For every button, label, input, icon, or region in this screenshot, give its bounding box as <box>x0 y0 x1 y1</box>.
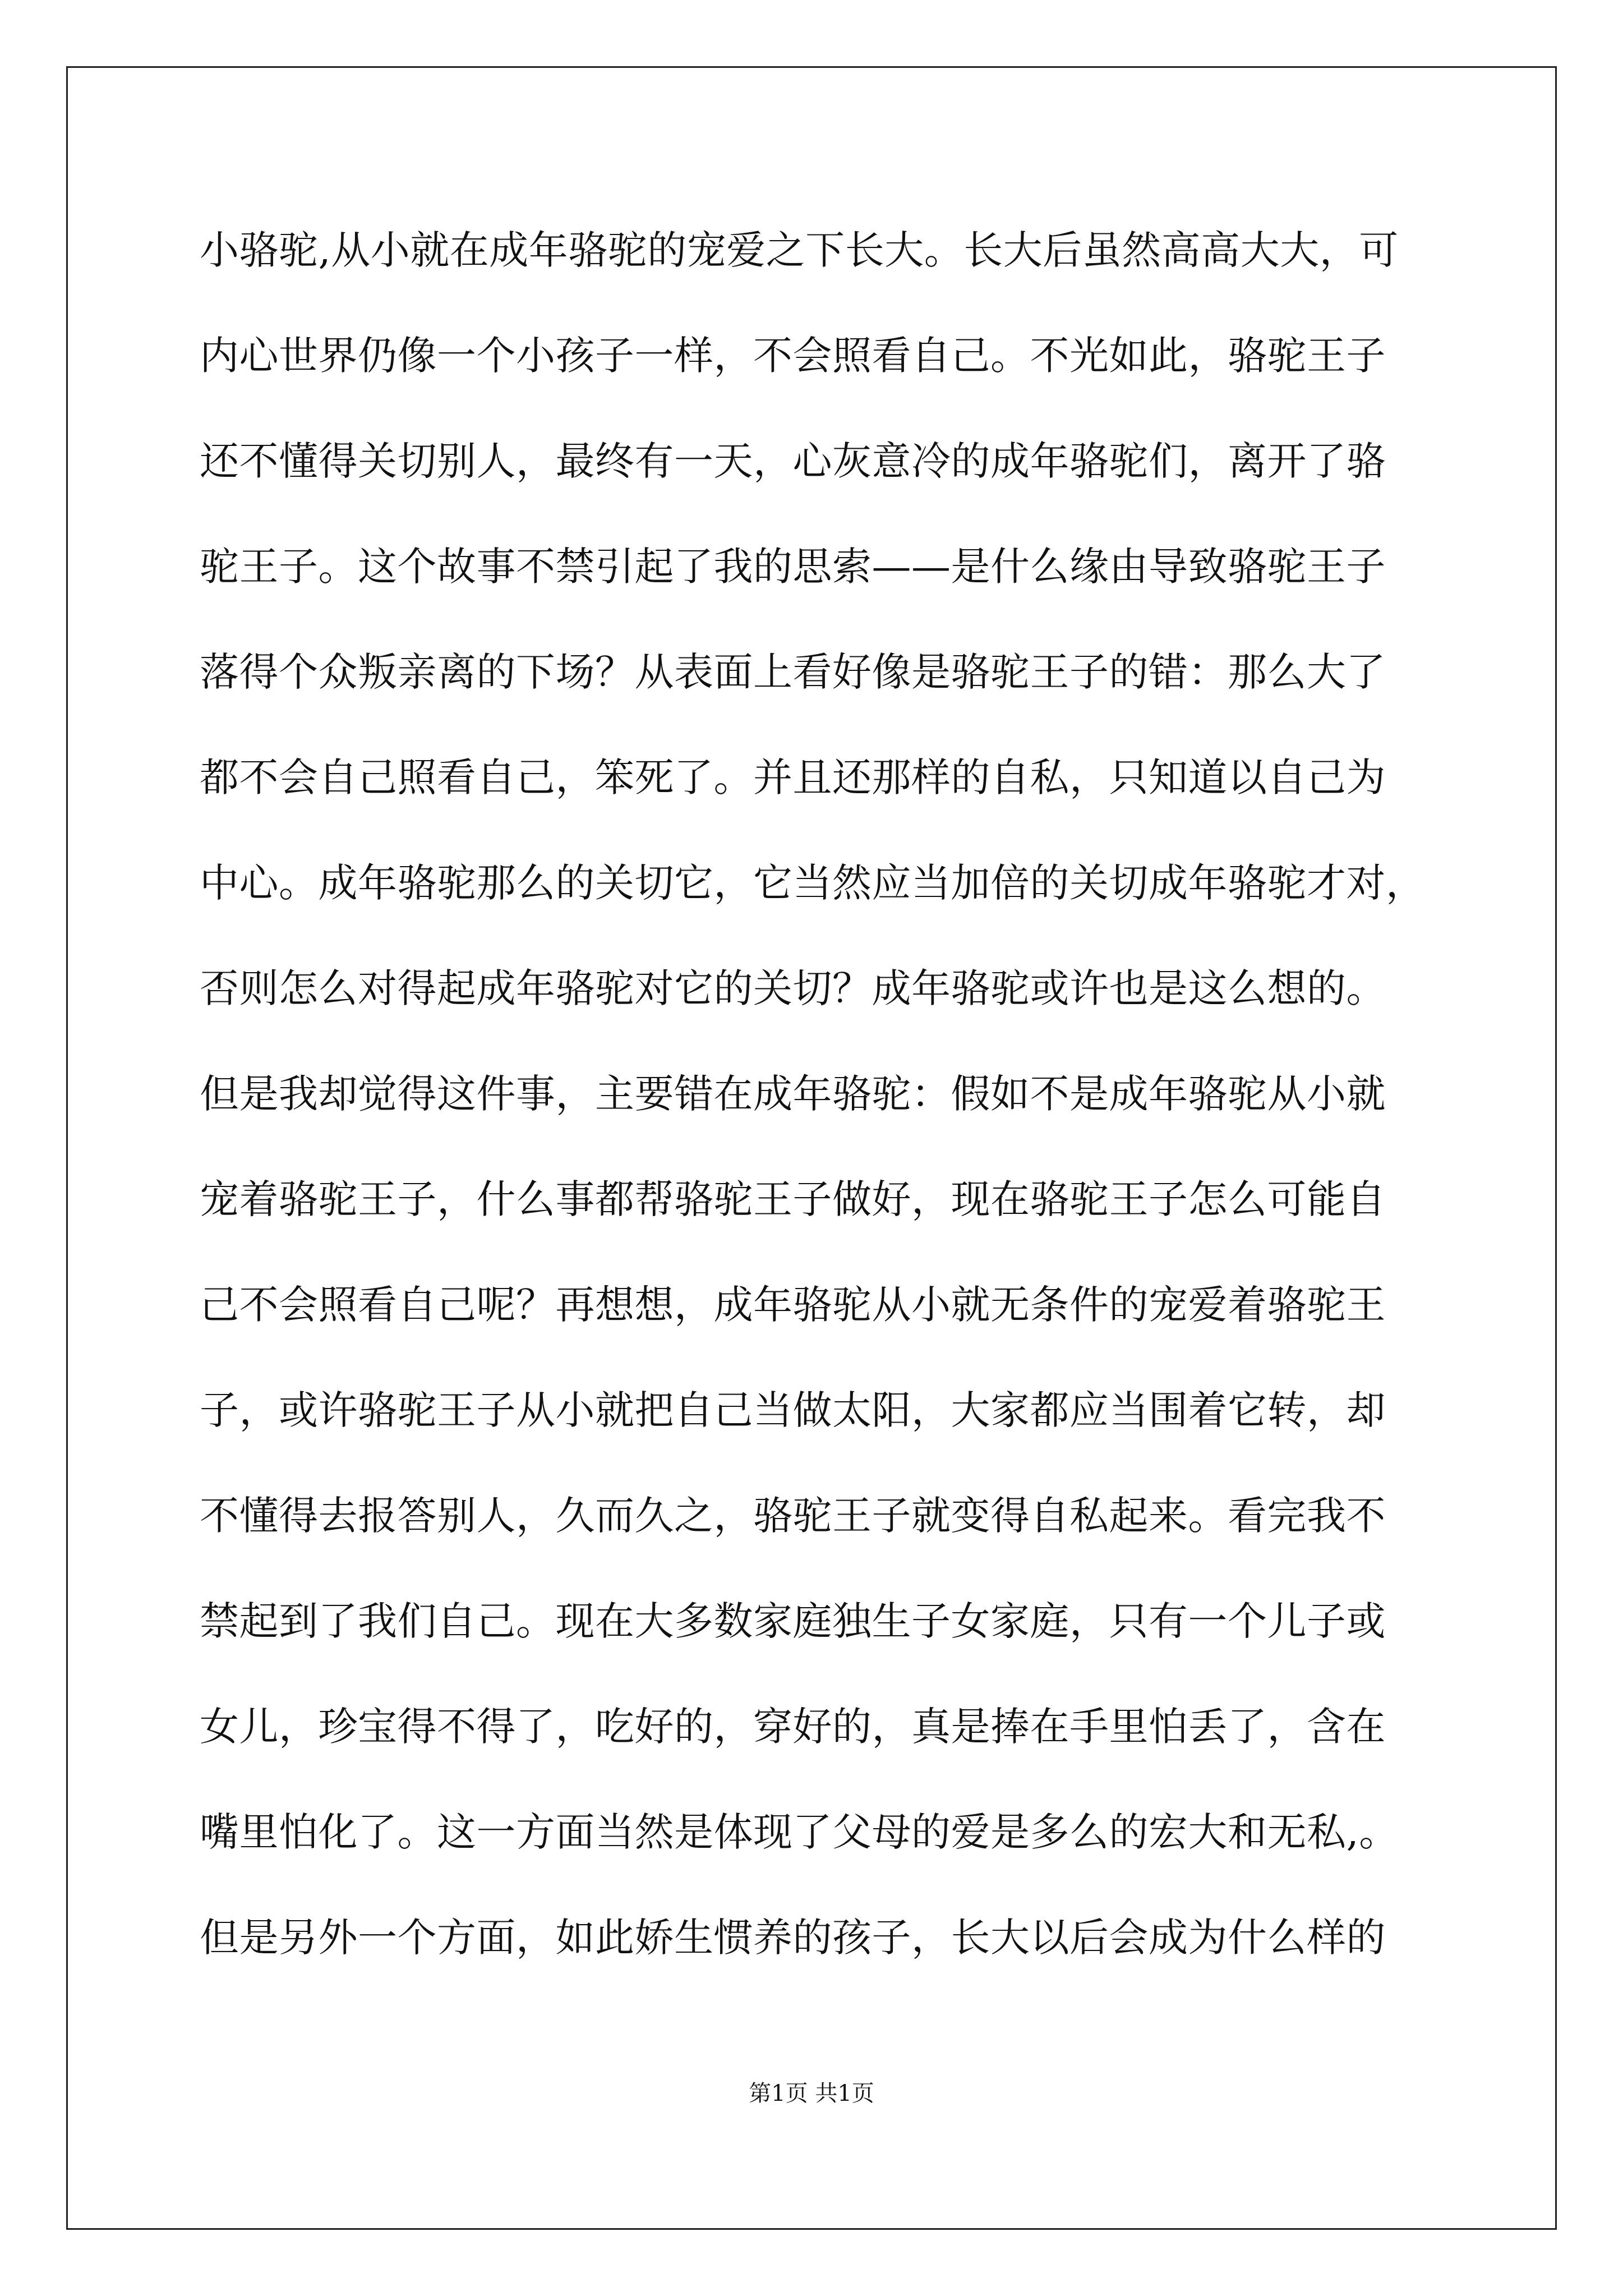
text-line: 不懂得去报答别人，久而久之，骆驼王子就变得自私起来。看完我不 <box>200 1493 1386 1539</box>
text-line: 己不会照看自己呢？再想想，成年骆驼从小就无条件的宠爱着骆驼王 <box>200 1282 1386 1328</box>
text-line: 内心世界仍像一个小孩子一样，不会照看自己。不光如此，骆驼王子 <box>200 333 1386 379</box>
text-line: 还不懂得关切别人，最终有一天，心灰意冷的成年骆驼们，离开了骆 <box>200 438 1386 484</box>
text-line: 小骆驼,从小就在成年骆驼的宠爱之下长大。长大后虽然高高大大，可 <box>200 227 1399 273</box>
text-line: 但是另外一个方面，如此娇生惯养的孩子，长大以后会成为什么样的 <box>200 1915 1386 1961</box>
text-line: 宠着骆驼王子，什么事都帮骆驼王子做好，现在骆驼王子怎么可能自 <box>200 1176 1386 1222</box>
text-line: 中心。成年骆驼那么的关切它，它当然应当加倍的关切成年骆驼才对， <box>200 860 1426 906</box>
text-line: 禁起到了我们自己。现在大多数家庭独生子女家庭，只有一个儿子或 <box>200 1598 1386 1644</box>
text-line: 女儿，珍宝得不得了，吃好的，穿好的，真是捧在手里怕丢了，含在 <box>200 1704 1386 1750</box>
text-line: 但是我却觉得这件事，主要错在成年骆驼：假如不是成年骆驼从小就 <box>200 1071 1386 1117</box>
text-line: 都不会自己照看自己，笨死了。并且还那样的自私，只知道以自己为 <box>200 754 1386 800</box>
document-body <box>200 223 1445 2016</box>
text-line: 落得个众叛亲离的下场？从表面上看好像是骆驼王子的错：那么大了 <box>200 649 1386 695</box>
text-line: 子，或许骆驼王子从小就把自己当做太阳，大家都应当围着它转，却 <box>200 1387 1386 1433</box>
text-line: 嘴里怕化了。这一方面当然是体现了父母的爱是多么的宏大和无私,。 <box>200 1809 1399 1855</box>
text-line: 否则怎么对得起成年骆驼对它的关切？成年骆驼或许也是这么想的。 <box>200 965 1386 1011</box>
page-number-footer: 第1页 共1页 <box>749 2081 874 2106</box>
text-line: 驼王子。这个故事不禁引起了我的思索——是什么缘由导致骆驼王子 <box>200 544 1386 590</box>
